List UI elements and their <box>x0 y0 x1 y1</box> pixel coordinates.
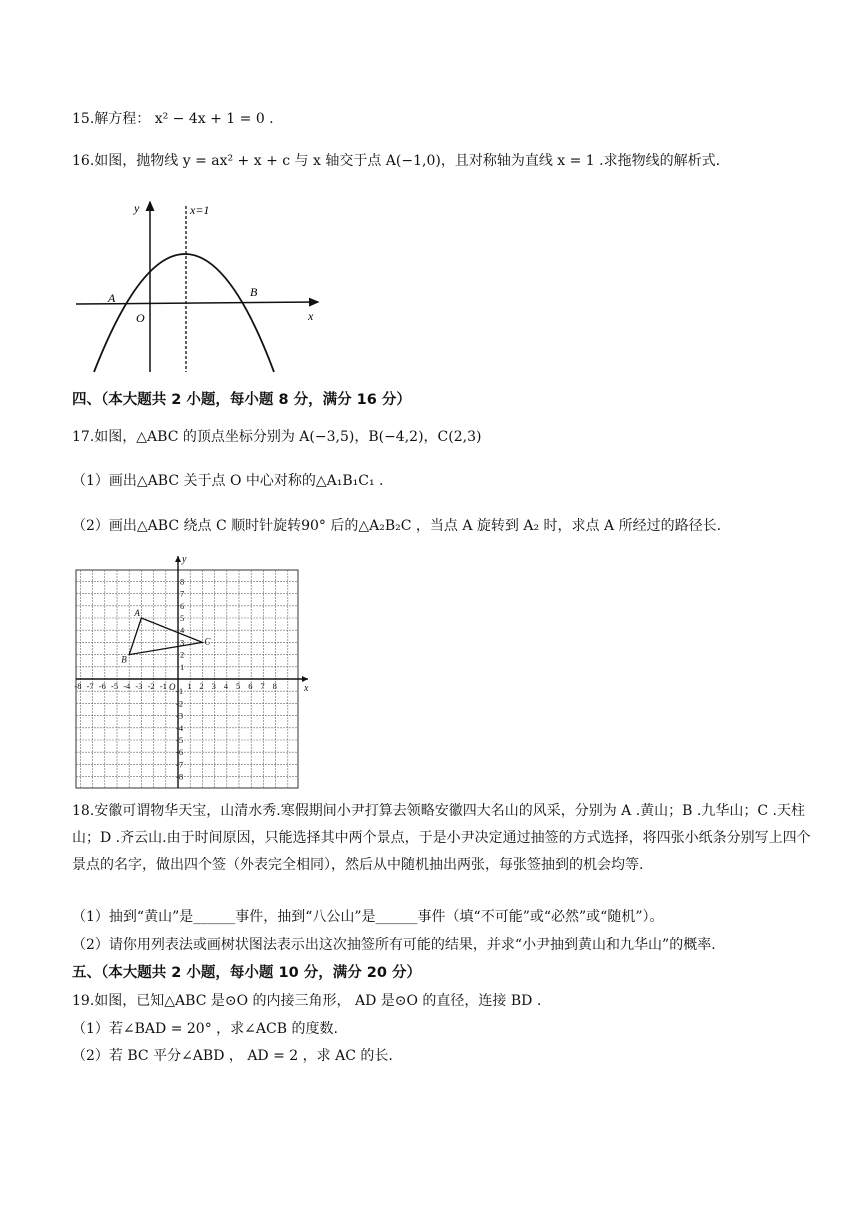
x-tick-label: 6 <box>248 681 253 691</box>
question-16: 16.如图，抛物线 y = ax² + x + c 与 x 轴交于点 A(−1,0)，且对称轴为直线 x = 1 .求拖物线的解析式. <box>72 153 721 169</box>
x-axis-arrow <box>302 676 308 682</box>
question-19-part-1: （1）若∠BAD = 20° ，求∠ACB 的度数. <box>72 1021 338 1037</box>
x-tick-label: 3 <box>211 681 216 691</box>
y-tick-label: 3 <box>180 637 185 648</box>
x-tick-label: 7 <box>260 681 265 691</box>
symmetry-axis-label: x=1 <box>190 203 210 217</box>
x-tick-label: -2 <box>147 681 155 691</box>
x-axis-label: x <box>304 683 309 694</box>
y-tick-label: 2 <box>180 649 185 660</box>
y-axis-label: y <box>182 554 187 565</box>
point-c-label: C <box>204 636 211 647</box>
question-17-part-1: （1）画出△ABC 关于点 O 中心对称的△A₁B₁C₁ . <box>72 473 384 489</box>
parabola-figure <box>70 196 330 376</box>
x-tick-label: -8 <box>74 681 82 691</box>
coordinate-grid-figure <box>72 552 312 792</box>
y-tick-label: -4 <box>176 722 184 733</box>
y-tick-label: 4 <box>180 625 185 636</box>
y-tick-label: -7 <box>176 759 184 770</box>
origin-label: O <box>169 682 176 692</box>
point-a-label: A <box>134 608 140 618</box>
x-tick-label: -1 <box>159 681 167 691</box>
x-tick-label: 2 <box>199 681 204 691</box>
question-15: 15.解方程： x² − 4x + 1 = 0 . <box>72 111 274 127</box>
origin-label: O <box>136 311 145 325</box>
question-17: 17.如图，△ABC 的顶点坐标分别为 A(−3,5)，B(−4,2)，C(2,3) <box>72 429 482 445</box>
x-tick-label: -3 <box>135 681 143 691</box>
y-axis-arrow <box>175 556 181 562</box>
x-tick-label: -7 <box>86 681 94 691</box>
question-18-part-2: （2）请你用列表法或画树状图法表示出这次抽签所有可能的结果，并求“小尹抽到黄山和九华山”的概率. <box>72 937 716 953</box>
y-tick-label: -6 <box>176 747 184 758</box>
section-4-heading: 四、（本大题共 2 小题，每小题 8 分，满分 16 分） <box>72 392 411 408</box>
x-tick-label: 5 <box>236 681 241 691</box>
y-tick-label: 6 <box>180 600 185 611</box>
y-tick-label: -1 <box>176 686 184 697</box>
x-axis-label: x <box>308 309 314 323</box>
y-tick-label: -2 <box>176 698 184 709</box>
question-19-part-2: （2）若 BC 平分∠ABD ， AD = 2 ，求 AC 的长. <box>72 1048 393 1064</box>
y-tick-label: 7 <box>180 588 185 599</box>
question-17-part-2: （2）画出△ABC 绕点 C 顺时针旋转90° 后的△A₂B₂C ，当点 A 旋转到 A₂ 时，求点 A 所经过的路径长. <box>72 518 722 534</box>
point-b-label: B <box>250 285 258 299</box>
y-tick-label: 1 <box>180 661 185 672</box>
parabola-curve <box>94 254 274 372</box>
x-tick-label: 1 <box>187 681 192 691</box>
y-tick-label: 5 <box>180 613 185 623</box>
question-18-part-1: （1）抽到“黄山”是______事件，抽到“八公山”是______事件（填“不可能”或“必然”或“随机”）。 <box>72 909 664 925</box>
y-tick-label: 8 <box>180 576 185 587</box>
point-b-label: B <box>121 654 127 665</box>
question-19: 19.如图，已知△ABC 是⊙O 的内接三角形， AD 是⊙O 的直径，连接 BD . <box>72 993 542 1009</box>
x-tick-label: -5 <box>111 681 119 691</box>
x-tick-label: -6 <box>98 681 106 691</box>
point-a-label: A <box>108 291 116 305</box>
section-5-heading: 五、（本大题共 2 小题，每小题 10 分，满分 20 分） <box>72 965 421 981</box>
x-tick-label: -4 <box>123 681 131 691</box>
x-tick-label: 4 <box>223 681 229 691</box>
x-tick-label: 8 <box>272 681 277 691</box>
y-tick-label: -3 <box>176 710 184 721</box>
question-18: 18.安徽可谓物华天宝，山清水秀.寒假期间小尹打算去领略安徽四大名山的风采，分别为 A .黄山；B .九华山；C .天柱山；D .齐云山.由于时间原因，只能选择其中两个景点，于是小尹决定通过抽签的方式选择，将四张小纸条分别写上四个景点的名字，做出四个签（外表完全相同），然后从中随机抽出两张，每张签抽到的机会均等. <box>72 803 811 873</box>
y-axis-label: y <box>134 201 140 215</box>
y-tick-label: -8 <box>176 771 184 782</box>
y-tick-label: -5 <box>176 735 184 745</box>
